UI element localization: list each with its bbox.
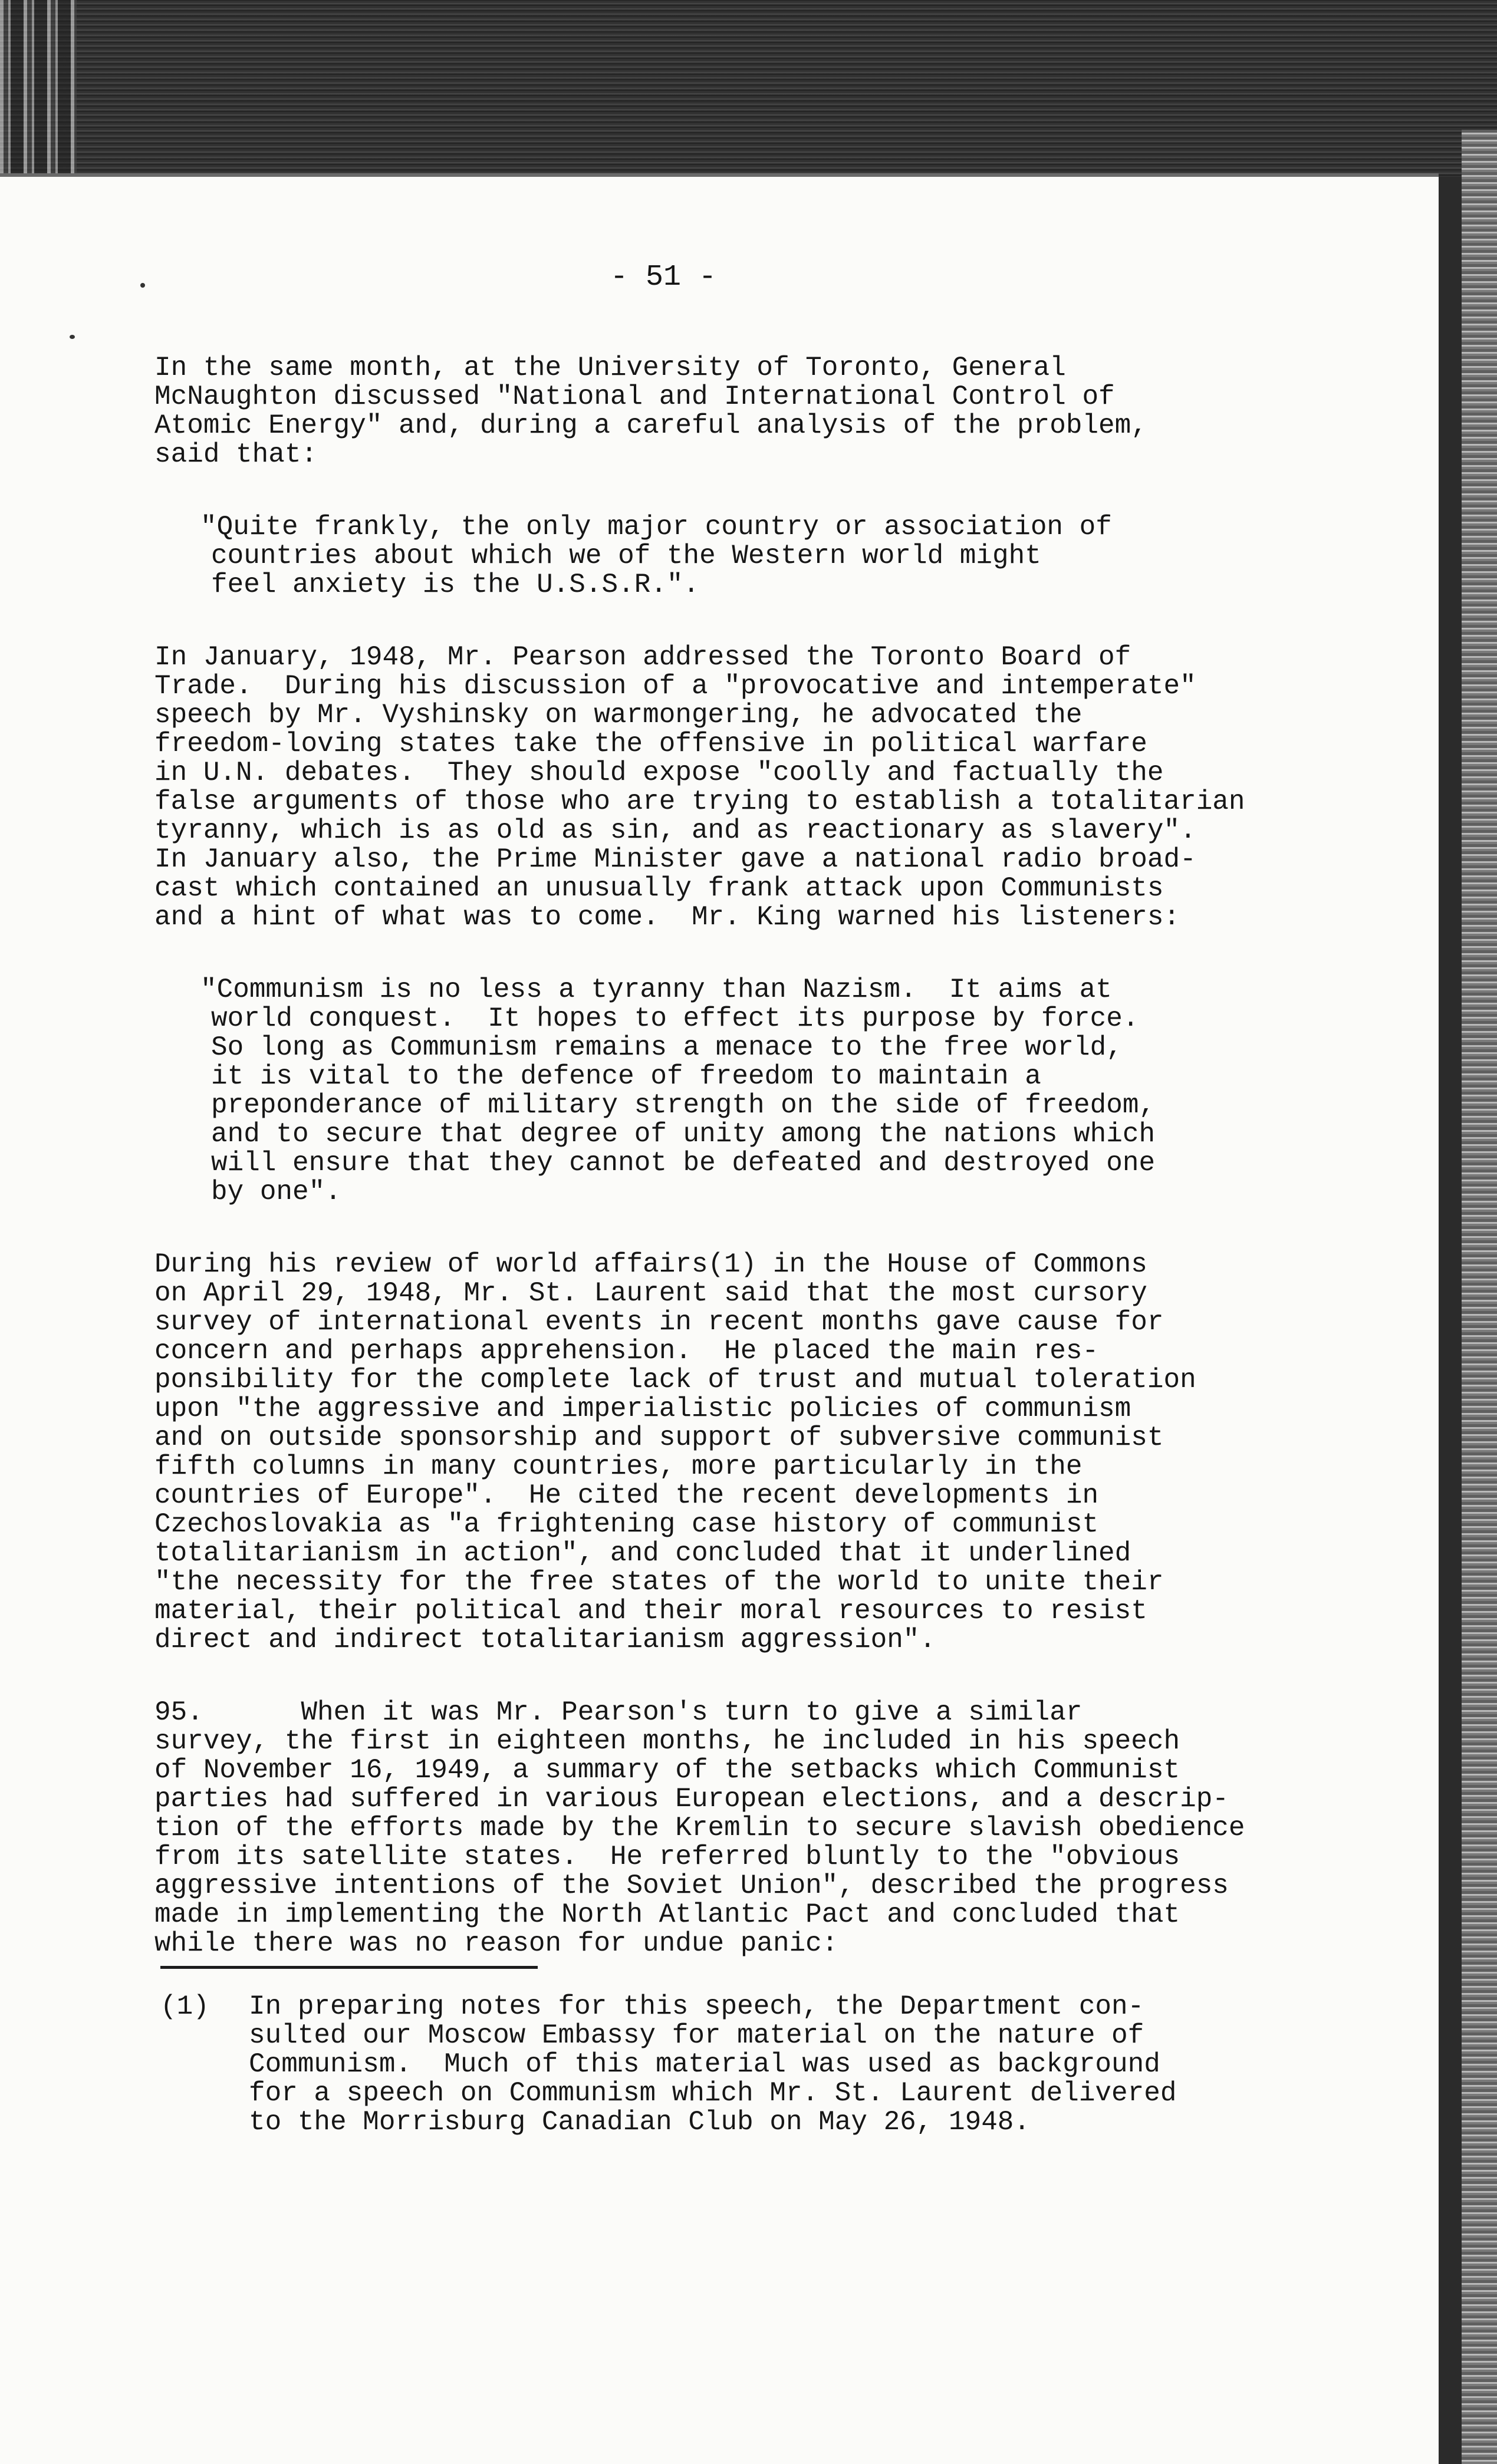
text-line: parties had suffered in various European elections, and a descrip- [154, 1784, 1229, 1814]
text-line: concern and perhaps apprehension. He placed the main res- [154, 1336, 1099, 1366]
text-line: fifth columns in many countries, more particularly in the [154, 1451, 1083, 1482]
page-number: - 51 - [610, 261, 717, 294]
text-line: speech by Mr. Vyshinsky on warmongering, he advocated the [154, 700, 1083, 730]
text-line: feel anxiety is the U.S.S.R.". [211, 569, 700, 600]
footnote-line: for a speech on Communism which Mr. St. Laurent delivered [249, 2078, 1177, 2109]
text-line: said that: [154, 439, 318, 470]
block-quote [154, 976, 1381, 1207]
text-line: aggressive intentions of the Soviet Union", described the progress [154, 1870, 1229, 1901]
text-line: material, their political and their moral resources to resist [154, 1596, 1147, 1626]
text-line: McNaughton discussed "National and International Control of [154, 381, 1115, 412]
paragraph [154, 1250, 1381, 1655]
footnote [160, 1992, 1375, 2137]
text-line: totalitarianism in action", and concluded that it underlined [154, 1538, 1131, 1569]
text-line: tion of the efforts made by the Kremlin to secure slavish obedience [154, 1813, 1245, 1843]
footnote-text [249, 1992, 1176, 2137]
text-line: by one". [211, 1177, 341, 1207]
scan-speck [70, 335, 75, 339]
footnote-line: In preparing notes for this speech, the Department con- [249, 1991, 1144, 2022]
text-line: In the same month, at the University of Toronto, General [154, 353, 1066, 383]
paragraph [154, 1698, 1381, 1958]
footnote-line: to the Morrisburg Canadian Club on May 26, 1948. [249, 2107, 1031, 2137]
text-line: from its satellite states. He referred bluntly to the "obvious [154, 1842, 1180, 1872]
text-line: Trade. During his discussion of a "provocative and intemperate" [154, 671, 1196, 701]
text-line: and on outside sponsorship and support of subversive communist [154, 1422, 1164, 1453]
text-line: world conquest. It hopes to effect its purpose by force. [211, 1003, 1139, 1034]
page-stack-edge [1462, 130, 1497, 2464]
document-body [154, 354, 1381, 2002]
text-line: Atomic Energy" and, during a careful analysis of the problem, [154, 410, 1147, 441]
text-line: survey, the first in eighteen months, he included in his speech [154, 1726, 1180, 1757]
paragraph [154, 643, 1381, 932]
scanner-background [0, 0, 1497, 177]
text-line: and a hint of what was to come. Mr. King warned his listeners: [154, 902, 1180, 933]
text-line: upon "the aggressive and imperialistic policies of communism [154, 1394, 1131, 1424]
text-line: preponderance of military strength on the side of freedom, [211, 1090, 1156, 1121]
text-line: So long as Communism remains a menace to the free world, [211, 1032, 1123, 1063]
text-line: in U.N. debates. They should expose "coolly and factually the [154, 757, 1164, 788]
text-line: "Quite frankly, the only major country or association of [200, 512, 1112, 542]
text-line: survey of international events in recent months gave cause for [154, 1307, 1164, 1338]
text-line: In January, 1948, Mr. Pearson addressed the Toronto Board of [154, 642, 1131, 673]
text-line: tyranny, which is as old as sin, and as reactionary as slavery". [154, 815, 1196, 846]
footnote-line: Communism. Much of this material was used as background [249, 2049, 1160, 2080]
text-line: on April 29, 1948, Mr. St. Laurent said that the most cursory [154, 1278, 1147, 1309]
text-line: "Communism is no less a tyranny than Nazism. It aims at [200, 974, 1112, 1005]
text-line: of November 16, 1949, a summary of the setbacks which Communist [154, 1755, 1180, 1786]
text-line: it is vital to the defence of freedom to maintain a [211, 1061, 1041, 1092]
text-line: In January also, the Prime Minister gave a national radio broad- [154, 844, 1196, 875]
scan-speck [140, 283, 145, 288]
text-line: Czechoslovakia as "a frightening case history of communist [154, 1509, 1099, 1540]
text-line: "the necessity for the free states of the world to unite their [154, 1567, 1164, 1597]
text-line: false arguments of those who are trying to establish a totalitarian [154, 786, 1245, 817]
text-line: During his review of world affairs(1) in the House of Commons [154, 1249, 1147, 1280]
text-line: 95. When it was Mr. Pearson's turn to give a similar [154, 1697, 1083, 1728]
binding-edge [0, 0, 77, 195]
footnote-separator [160, 1966, 538, 1969]
text-line: freedom-loving states take the offensive in political warfare [154, 729, 1147, 759]
text-line: countries about which we of the Western world might [211, 541, 1041, 571]
footnote-marker: (1) [160, 1991, 209, 2022]
text-line: direct and indirect totalitarianism aggression". [154, 1625, 936, 1655]
text-line: ponsibility for the complete lack of trust and mutual toleration [154, 1365, 1196, 1395]
text-line: while there was no reason for undue panic: [154, 1928, 838, 1959]
text-line: made in implementing the North Atlantic Pact and concluded that [154, 1899, 1180, 1930]
text-line: will ensure that they cannot be defeated and destroyed one [211, 1148, 1156, 1178]
footnote-line: sulted our Moscow Embassy for material on the nature of [249, 2020, 1144, 2051]
text-line: and to secure that degree of unity among the nations which [211, 1119, 1156, 1149]
block-quote [154, 513, 1381, 599]
text-line: cast which contained an unusually frank attack upon Communists [154, 873, 1164, 904]
text-line: countries of Europe". He cited the recent developments in [154, 1480, 1099, 1511]
paragraph [154, 354, 1381, 469]
document-page [0, 177, 1439, 2464]
